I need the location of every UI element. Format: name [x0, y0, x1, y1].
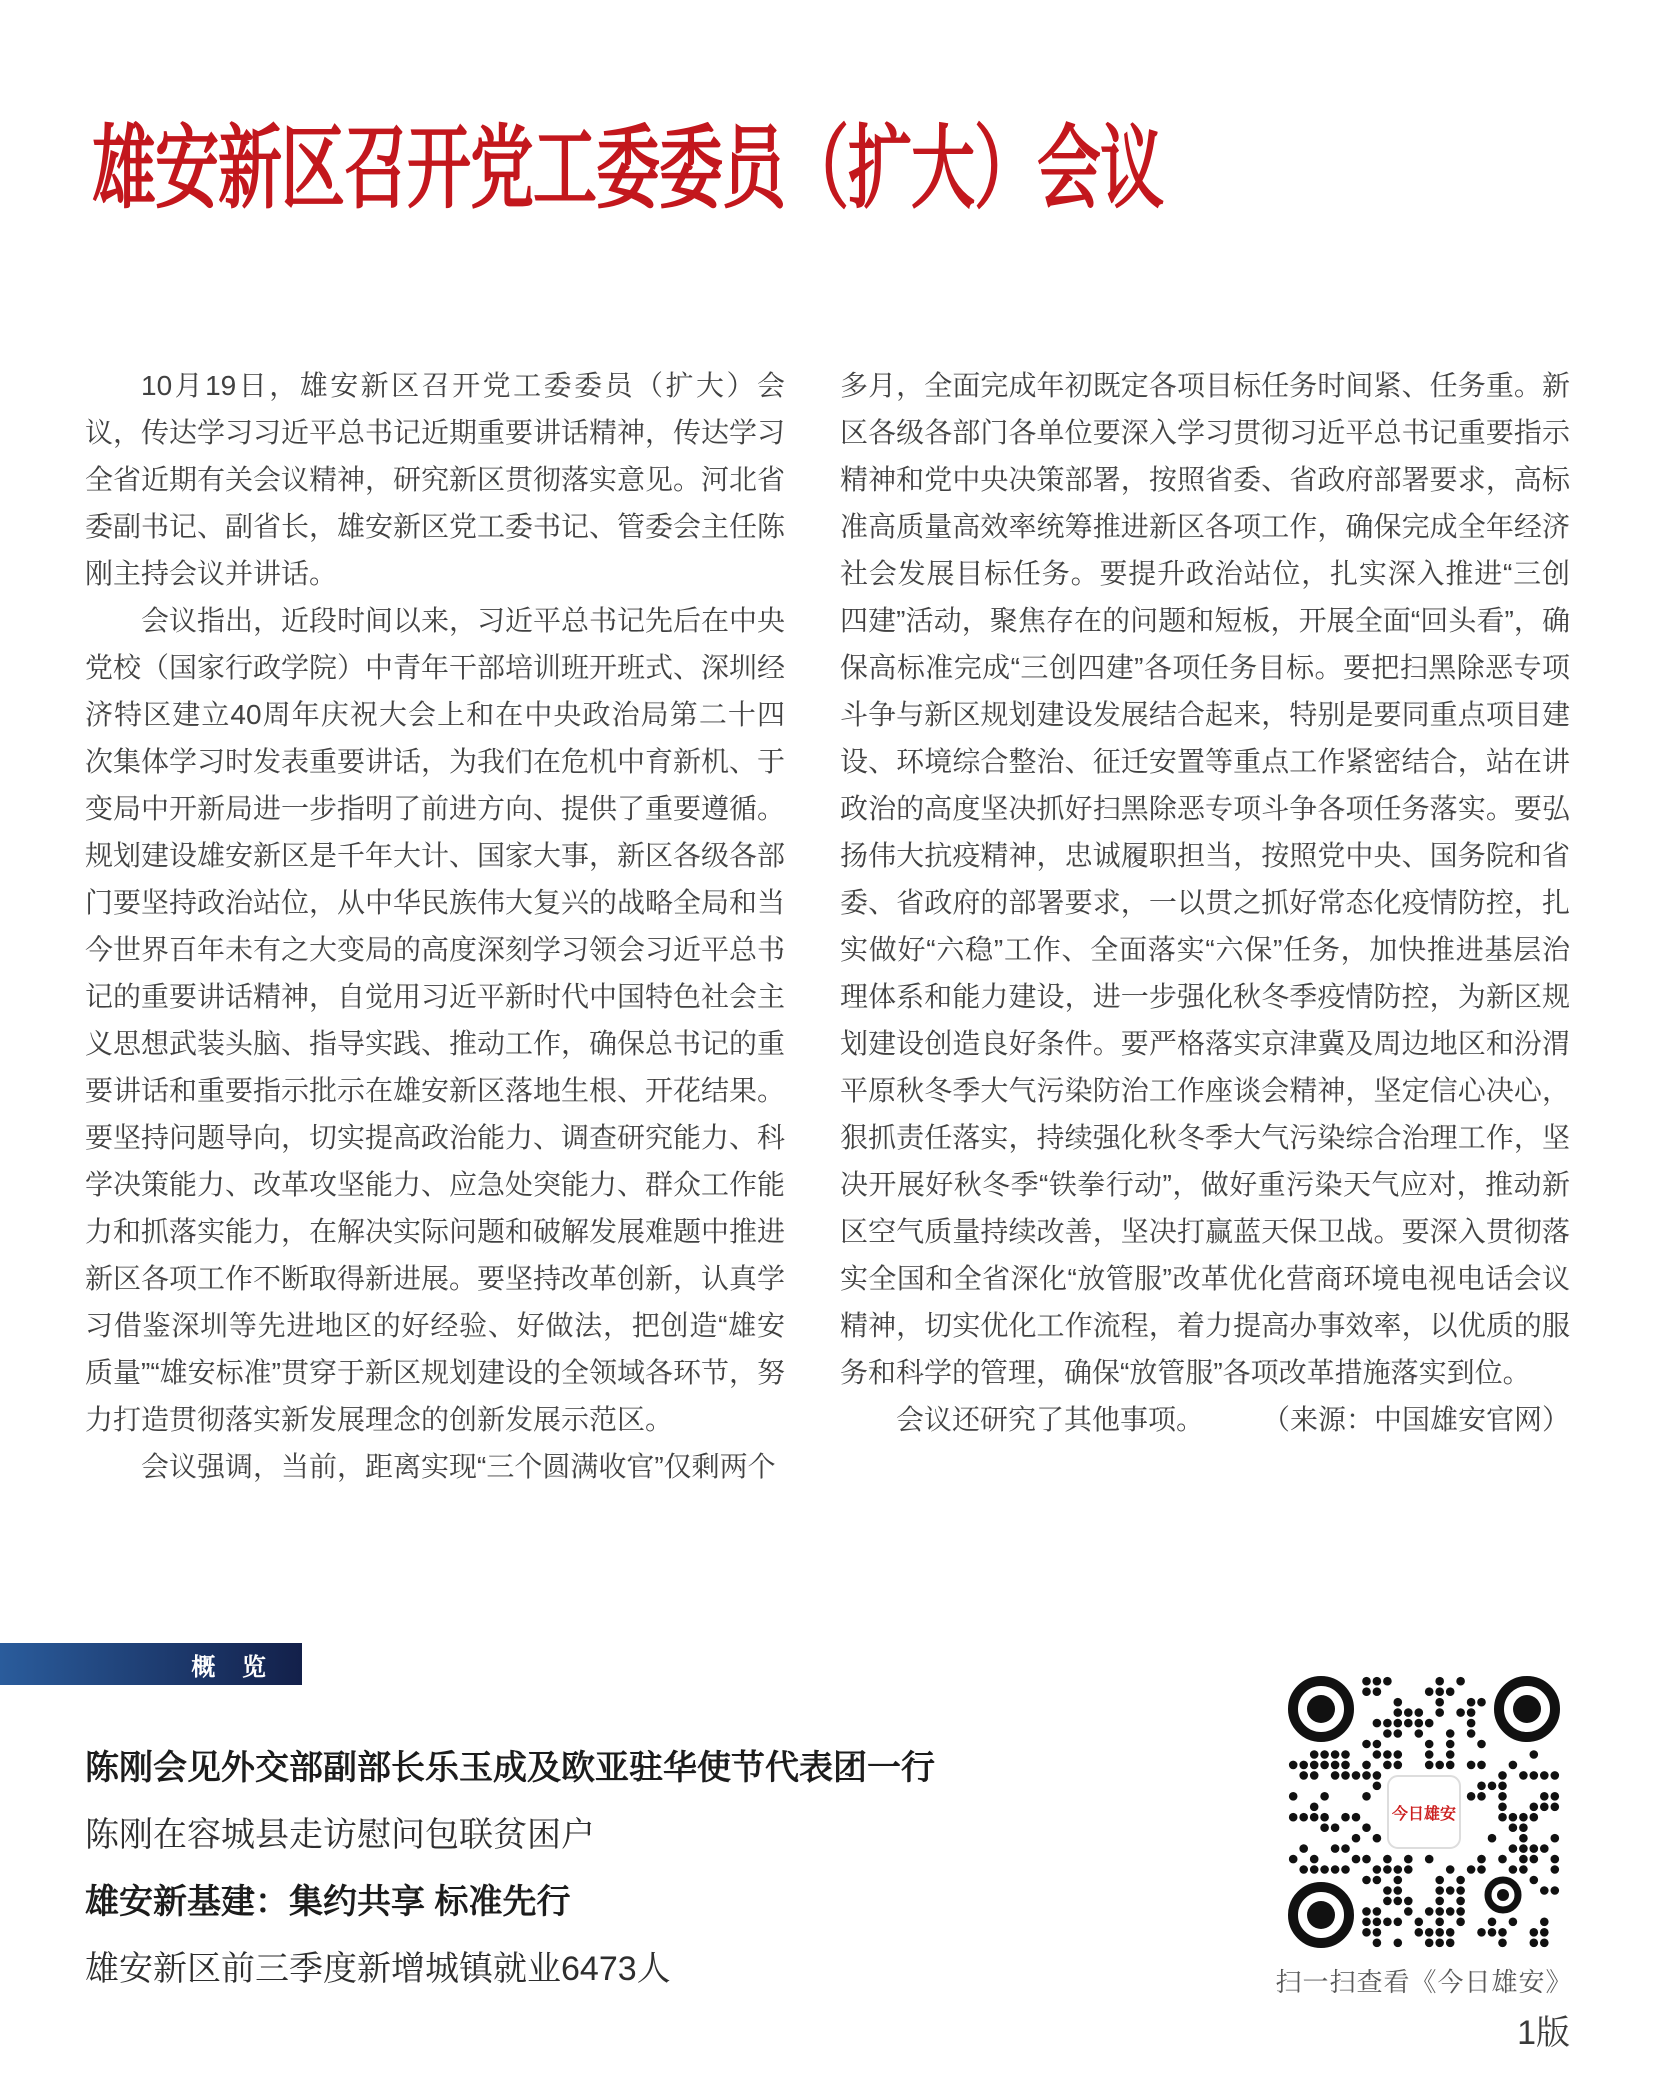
qr-block: [1274, 1676, 1574, 1999]
paragraph-continuation: 多月，全面完成年初既定各项目标任务时间紧、任务重。新区各级各部门各单位要深入学习贯彻习近平总书记重要指示精神和党中央决策部署，按照省委、省政府部署要求，高标准高质量高效率统筹推进新区各项工作，确保完成全年经济社会发展目标任务。要提升政治站位，扎实深入推进“三创四建”活动，聚焦存在的问题和短板，开展全面“回头看”，确保高标准完成“三创四建”各项任务目标。要把扫黑除恶专项斗争与新区规划建设发展结合起来，特别是要同重点项目建设、环境综合整治、征迁安置等重点工作紧密结合，站在讲政治的高度坚决抓好扫黑除恶专项斗争各项任务落实。要弘扬伟大抗疫精神，忠诚履职担当，按照党中央、国务院和省委、省政府的部署要求，一以贯之抓好常态化疫情防控，扎实做好“六稳”工作、全面落实“六保”任务，加快推进基层治理体系和能力建设，进一步强化秋冬季疫情防控，为新区规划建设创造良好条件。要严格落实京津冀及周边地区和汾渭平原秋冬季大气污染防治工作座谈会精神，坚定信心决心，狠抓责任落实，持续强化秋冬季大气污染综合治理工作，坚决开展好秋冬季“铁拳行动”，做好重污染天气应对，推动新区空气质量持续改善，坚决打赢蓝天保卫战。要深入贯彻落实全国和全省深化“放管服”改革优化营商环境电视电话会议精神，切实优化工作流程，着力提高办事效率，以优质的服务和科学的管理，确保“放管服”各项改革措施落实到位。: [840, 370, 1570, 1388]
overview-section-bar: [0, 1643, 302, 1685]
source-credit: （来源：中国雄安官网）: [1261, 1404, 1570, 1435]
paragraph: 会议强调，当前，距离实现“三个圆满收官”仅剩两个: [141, 1451, 776, 1482]
overview-label: 概 览: [191, 1653, 276, 1681]
main-headline: 雄安新区召开党工委委员（扩大）会议: [92, 118, 1163, 220]
closing-text: 会议还研究了其他事项。: [896, 1404, 1205, 1435]
list-item: 雄安新基建：集约共享 标准先行: [85, 1883, 571, 1921]
article-column-left: [85, 362, 785, 1490]
list-item: 雄安新区前三季度新增城镇就业6473人: [85, 1950, 671, 1988]
closing-line: [840, 1396, 1570, 1443]
page-number: 1版: [1517, 2014, 1570, 2052]
headline-list: [85, 1748, 1185, 2016]
qr-logo-label: 今日雄安: [1391, 1806, 1457, 1823]
article-column-right: [840, 362, 1570, 1443]
paragraph: 10月19日，雄安新区召开党工委委员（扩大）会议，传达学习习近平总书记近期重要讲话精神，传达学习全省近期有关会议精神，研究新区贯彻落实意见。河北省委副书记、副省长，雄安新区党工委书记、管委会主任陈刚主持会议并讲话。: [85, 370, 786, 589]
list-item: 陈刚在容城县走访慰问包联贫困户: [85, 1816, 595, 1854]
paragraph: 会议指出，近段时间以来，习近平总书记先后在中央党校（国家行政学院）中青年干部培训班开班式、深圳经济特区建立40周年庆祝大会上和在中央政治局第二十四次集体学习时发表重要讲话，为我们在危机中育新机、于变局中开新局进一步指明了前进方向、提供了重要遵循。规划建设雄安新区是千年大计、国家大事，新区各级各部门要坚持政治站位，从中华民族伟大复兴的战略全局和当今世界百年未有之大变局的高度深刻学习领会习近平总书记的重要讲话精神，自觉用习近平新时代中国特色社会主义思想武装头脑、指导实践、推动工作，确保总书记的重要讲话和重要指示批示在雄安新区落地生根、开花结果。要坚持问题导向，切实提高政治能力、调查研究能力、科学决策能力、改革攻坚能力、应急处突能力、群众工作能力和抓落实能力，在解决实际问题和破解发展难题中推进新区各项工作不断取得新进展。要坚持改革创新，认真学习借鉴深圳等先进地区的好经验、好做法，把创造“雄安质量”“雄安标准”贯穿于新区规划建设的全领域各环节，努力打造贯彻落实新发展理念的创新发展示范区。: [85, 605, 786, 1435]
qr-code: [1288, 1676, 1560, 1948]
list-item: 陈刚会见外交部副部长乐玉成及欧亚驻华使节代表团一行: [85, 1749, 935, 1787]
qr-caption: 扫一扫查看《今日雄安》: [1275, 1967, 1573, 1997]
